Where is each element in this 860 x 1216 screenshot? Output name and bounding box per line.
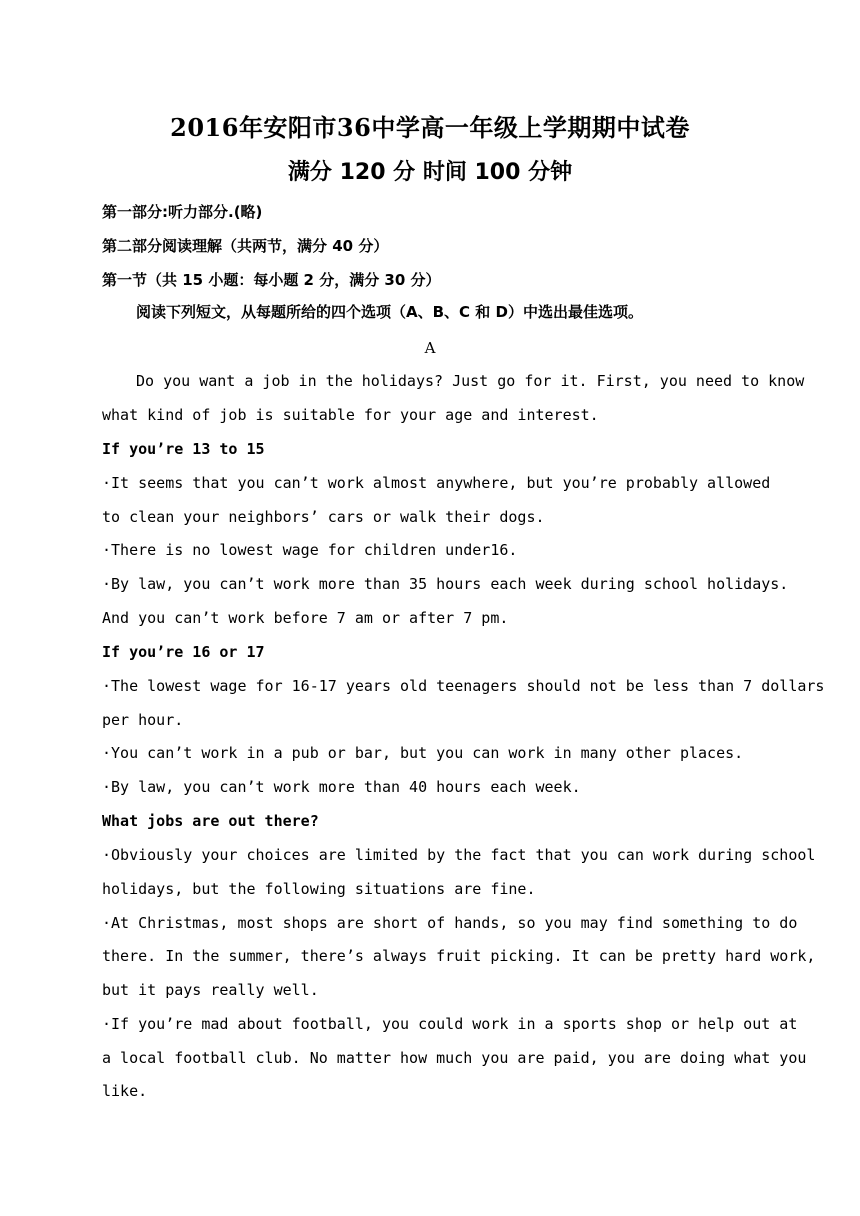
passage-line: ·Obviously your choices are limited by the fact that you can work during school <box>102 846 816 864</box>
passage-line: but it pays really well. <box>102 981 319 999</box>
instruction: 阅读下列短文，从每题所给的四个选项（A、B、C 和 D）中选出最佳选项。 <box>136 303 643 321</box>
passage-line: like. <box>102 1082 148 1100</box>
passage-line: ·There is no lowest wage for children under16. <box>102 541 518 559</box>
subheading: If you’re 16 or 17 <box>102 643 265 661</box>
passage-line: to clean your neighbors’ cars or walk their dogs. <box>102 508 545 526</box>
part1-heading: 第一部分:听力部分.(略) <box>102 203 263 221</box>
passage-line: per hour. <box>102 711 184 729</box>
passage-line: what kind of job is suitable for your age and interest. <box>102 406 599 424</box>
passage-line: ·It seems that you can’t work almost anywhere, but you’re probably allowed <box>102 474 771 492</box>
passage-line: ·At Christmas, most shops are short of hands, so you may find something to do <box>102 914 798 932</box>
passage-line: ·You can’t work in a pub or bar, but you can work in many other places. <box>102 744 744 762</box>
passage-line: ·The lowest wage for 16-17 years old teenagers should not be less than 7 dollars <box>102 677 825 695</box>
part2-heading: 第二部分阅读理解（共两节，满分 40 分） <box>102 237 389 255</box>
section1-heading: 第一节（共 15 小题：每小题 2 分，满分 30 分） <box>102 271 441 289</box>
passage-line: ·If you’re mad about football, you could work in a sports shop or help out at <box>102 1015 798 1033</box>
passage-line: Do you want a job in the holidays? Just go for it. First, you need to know <box>136 372 805 390</box>
exam-title: 2016年安阳市36中学高一年级上学期期中试卷 <box>170 113 690 142</box>
passage-line: holidays, but the following situations are fine. <box>102 880 536 898</box>
passage-line: ·By law, you can’t work more than 40 hours each week. <box>102 778 581 796</box>
subheading: If you’re 13 to 15 <box>102 440 265 458</box>
passage-label: A <box>424 339 436 357</box>
exam-subtitle: 满分 120 分 时间 100 分钟 <box>287 160 573 185</box>
passage-line: a local football club. No matter how much you are paid, you are doing what you <box>102 1049 807 1067</box>
passage-line: ·By law, you can’t work more than 35 hours each week during school holidays. <box>102 575 789 593</box>
passage-line: And you can’t work before 7 am or after 7 pm. <box>102 609 509 627</box>
passage-line: there. In the summer, there’s always fruit picking. It can be pretty hard work, <box>102 947 816 965</box>
subheading: What jobs are out there? <box>102 812 319 830</box>
